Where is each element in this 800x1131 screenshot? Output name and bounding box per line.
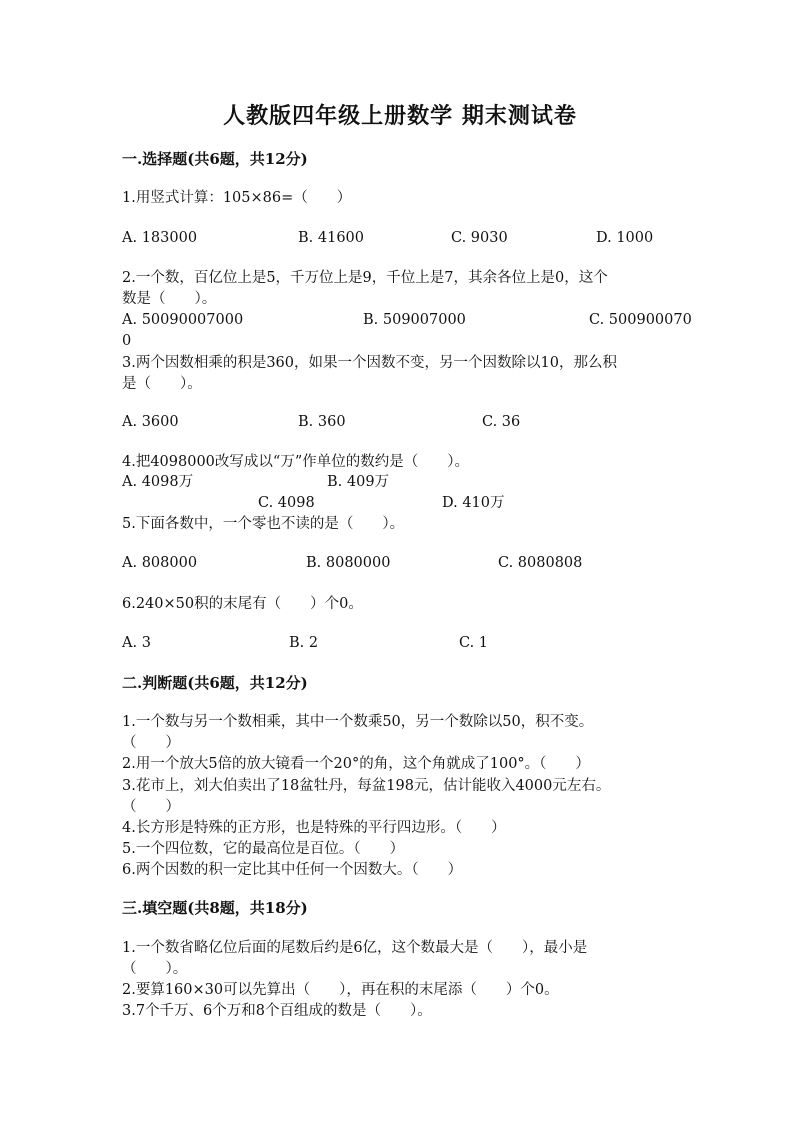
option-1-3-c: C. 36 [482, 414, 521, 430]
judge-line-6: 4.长方形是特殊的正方形，也是特殊的平行四边形。（ ） [122, 820, 506, 836]
option-1-1-d: D. 1000 [596, 230, 654, 246]
option-1-1-c: C. 9030 [451, 230, 508, 246]
judge-line-8: 6.两个因数的积一定比其中任何一个因数大。（ ） [122, 862, 463, 878]
option-1-3-a: A. 3600 [122, 414, 179, 430]
section-heading-judge: 二.判断题(共6题，共12分) [122, 674, 308, 692]
judge-line-5: （ ） [122, 799, 180, 815]
page-title: 人教版四年级上册数学 期末测试卷 [223, 103, 577, 129]
fill-line-1: 1.一个数省略亿位后面的尾数后约是6亿，这个数最大是（ ），最小是 [122, 940, 588, 956]
option-1-4-c: C. 4098 [258, 495, 315, 511]
option-1-4-a: A. 4098万 [122, 474, 194, 490]
judge-line-4: 3.花市上，刘大伯卖出了18盆牡丹，每盆198元，估计能收入4000元左右。 [122, 778, 611, 794]
option-1-1-a: A. 183000 [122, 230, 198, 246]
option-1-2-c-wrap: 0 [122, 333, 132, 349]
judge-line-7: 5.一个四位数，它的最高位是百位。（ ） [122, 841, 405, 857]
option-1-2-a: A. 50090007000 [122, 312, 244, 328]
fill-line-4: 3.7个千万、6个万和8个百组成的数是（ ）。 [122, 1003, 432, 1019]
fill-line-2: （ ）。 [122, 961, 188, 977]
fill-line-3: 2.要算160×30可以先算出（ ），再在积的末尾添（ ）个0。 [122, 982, 559, 998]
section-heading-fill: 三.填空题(共8题，共18分) [122, 899, 308, 917]
option-1-2-b: B. 509007000 [363, 312, 466, 328]
option-1-4-b: B. 409万 [327, 474, 390, 490]
question-1-5: 5.下面各数中，一个零也不读的是（ ）。 [122, 516, 405, 532]
option-1-1-b: B. 41600 [298, 230, 365, 246]
question-1-4: 4.把4098000改写成以“万”作单位的数约是（ ）。 [122, 454, 469, 470]
option-1-2-c: C. 500900070 [589, 312, 692, 328]
section-heading-choice: 一.选择题(共6题，共12分) [122, 150, 308, 168]
question-1-3-line2: 是（ ）。 [122, 376, 202, 392]
option-1-4-d: D. 410万 [442, 495, 505, 511]
option-1-5-c: C. 8080808 [498, 555, 583, 571]
option-1-6-b: B. 2 [289, 635, 319, 651]
option-1-5-b: B. 8080000 [306, 555, 391, 571]
judge-line-3: 2.用一个放大5倍的放大镜看一个20°的角，这个角就成了100°。（ ） [122, 756, 590, 772]
question-1-3-line1: 3.两个因数相乘的积是360，如果一个因数不变，另一个因数除以10，那么积 [122, 355, 617, 371]
question-1-1: 1.用竖式计算：105×86=（ ） [122, 190, 352, 206]
option-1-6-a: A. 3 [122, 635, 151, 651]
option-1-6-c: C. 1 [459, 635, 489, 651]
judge-line-2: （ ） [122, 735, 180, 751]
question-1-2-line2: 数是（ ）。 [122, 291, 217, 307]
judge-line-1: 1.一个数与另一个数相乘，其中一个数乘50，另一个数除以50，积不变。 [122, 714, 594, 730]
option-1-3-b: B. 360 [298, 414, 346, 430]
option-1-5-a: A. 808000 [122, 555, 198, 571]
question-1-6: 6.240×50积的末尾有（ ）个0。 [122, 596, 363, 612]
question-1-2-line1: 2.一个数，百亿位上是5，千万位上是9，千位上是7，其余各位上是0，这个 [122, 270, 608, 286]
